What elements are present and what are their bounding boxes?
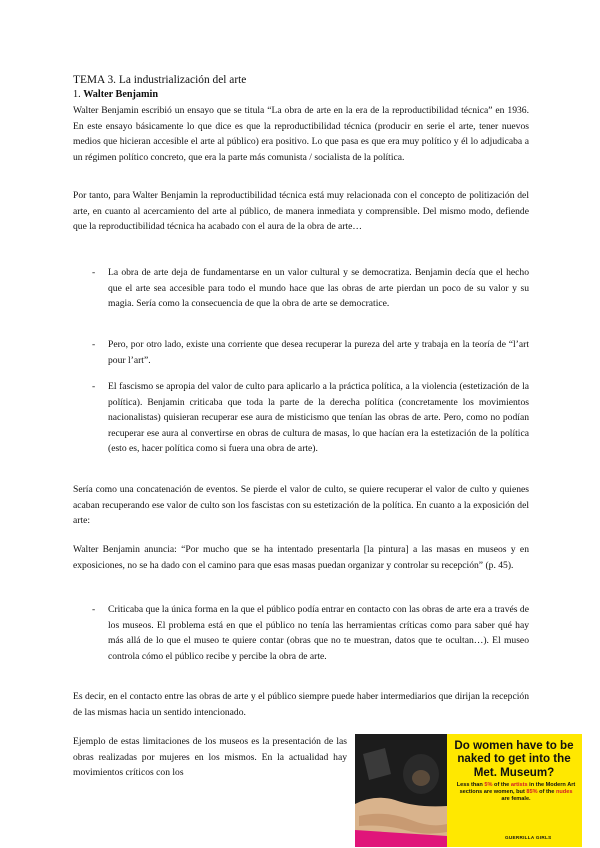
section-title: Walter Benjamin xyxy=(83,89,158,100)
stat-text: Less than xyxy=(456,782,485,788)
reclining-nude-gorilla-illustration xyxy=(355,734,447,847)
bullet-dash: - xyxy=(92,267,96,278)
list-item-text: Criticaba que la única forma en la que el público podía entrar en contacto con las obras de arte era a través de los museos. El problema está en que el público no tenía las herramientas críticas como para saber qué hay más allá de lo que el museo te quiere contar (obras que no te muestran, datos que te ocultan…). El museo controla cómo el público recibe y percibe la obra de arte. xyxy=(108,604,529,662)
list-item xyxy=(92,265,529,312)
paragraph-politization: Por tanto, para Walter Benjamin la reproductibilidad técnica está muy relacionada con el concepto de politización del arte, en cuanto al acercamiento del arte al público, de manera inmediata y comprensible. Del mismo modo, defiende que la reproductibilidad técnica ha acabado con el aura de la obra de arte… xyxy=(73,190,529,233)
poster-headline: Do women have to be naked to get into the Met. Museum? xyxy=(454,739,574,779)
list-item-text: La obra de arte deja de fundamentarse en un valor cultural y se democratiza. Benjamin decía que el hecho que el arte sea accesible para todo el mundo hace que las obras de arte pierdan un poco de su valor y su magia. Sería como la consecuencia de que la obra de arte se democratice. xyxy=(108,267,529,310)
stat-text: in the Modern Art sections are women, but xyxy=(459,782,576,796)
poster-signature: GUERRILLA GIRLS xyxy=(505,835,552,840)
paragraph-intermediaries: Es decir, en el contacto entre las obras de arte y el público siempre puede haber intermediarios que dirijan la recepción de las mismas hacia un sentido intencionado. xyxy=(73,691,529,718)
paragraph-concatenation: Sería como una concatenación de eventos. Se pierde el valor de culto, se quiere recuperar el valor de culto y quienes acaban recuperando ese valor de culto son los fascistas con su estetización de la política. En cuanto a la exposición del arte: xyxy=(73,484,529,527)
paragraph-museum-limitations: Ejemplo de estas limitaciones de los museos es la presentación de las obras realizadas por mujeres en los mismos. En la actualidad hay movimientos críticos con los xyxy=(73,736,347,779)
page-title: TEMA 3. La industrialización del arte xyxy=(73,74,247,86)
stat-text: of the xyxy=(537,789,556,796)
bullet-dash: - xyxy=(92,381,96,392)
stat-text: are female. xyxy=(501,796,531,803)
bullet-dash: - xyxy=(92,604,96,615)
list-item-text: Pero, por otro lado, existe una corriente que desea recuperar la pureza del arte y trabaja en la teoría de “l’art pour l’art”. xyxy=(108,339,529,366)
stat-highlight: 5% xyxy=(484,782,493,788)
section-heading xyxy=(73,89,158,100)
guerrilla-girls-poster xyxy=(355,734,582,847)
stat-highlight: nudes xyxy=(555,789,573,796)
paragraph-intro: Walter Benjamin escribió un ensayo que se titula “La obra de arte en la era de la reproductibilidad técnica” en 1936. En este ensayo básicamente lo que dice es que la reproductibilidad técnica (producir en serie el arte, tener nuevos medios que hicieran accesible el arte al público) era positivo. Lo que pasa es que era muy político y él lo adjudicaba a un régimen político concreto, que era la parte más comunista / socialista de la política. xyxy=(73,105,529,163)
stat-highlight: 85% xyxy=(526,789,538,796)
bullet-dash: - xyxy=(92,339,96,350)
poster-statistics xyxy=(455,782,577,804)
stat-text: of the xyxy=(492,782,511,788)
stat-highlight: artists xyxy=(510,782,528,788)
list-item xyxy=(92,337,529,368)
paragraph-quote: Walter Benjamin anuncia: “Por mucho que se ha intentado presentarla [la pintura] a las masas en museos y en exposiciones, no se ha dado con el camino para que esas masas puedan organizar y controlar su recepción” (p. 45). xyxy=(73,544,529,571)
list-item xyxy=(92,379,529,457)
section-number: 1. xyxy=(73,89,81,100)
list-item-text: El fascismo se apropia del valor de culto para aplicarlo a la práctica política, a la violencia (estetización de la política). Benjamin criticaba que toda la parte de la derecha política (concretamente los movimientos nacionalistas) quisieran recuperar ese aura de misticismo que tenían las obras de arte. Pero, como no podían recuperar ese aura al convertirse en obras de cultura de masas, lo que hacían era la estetización de la política (esto es, hacer política como si fuera una obra de arte). xyxy=(108,381,529,455)
list-item xyxy=(92,602,529,664)
